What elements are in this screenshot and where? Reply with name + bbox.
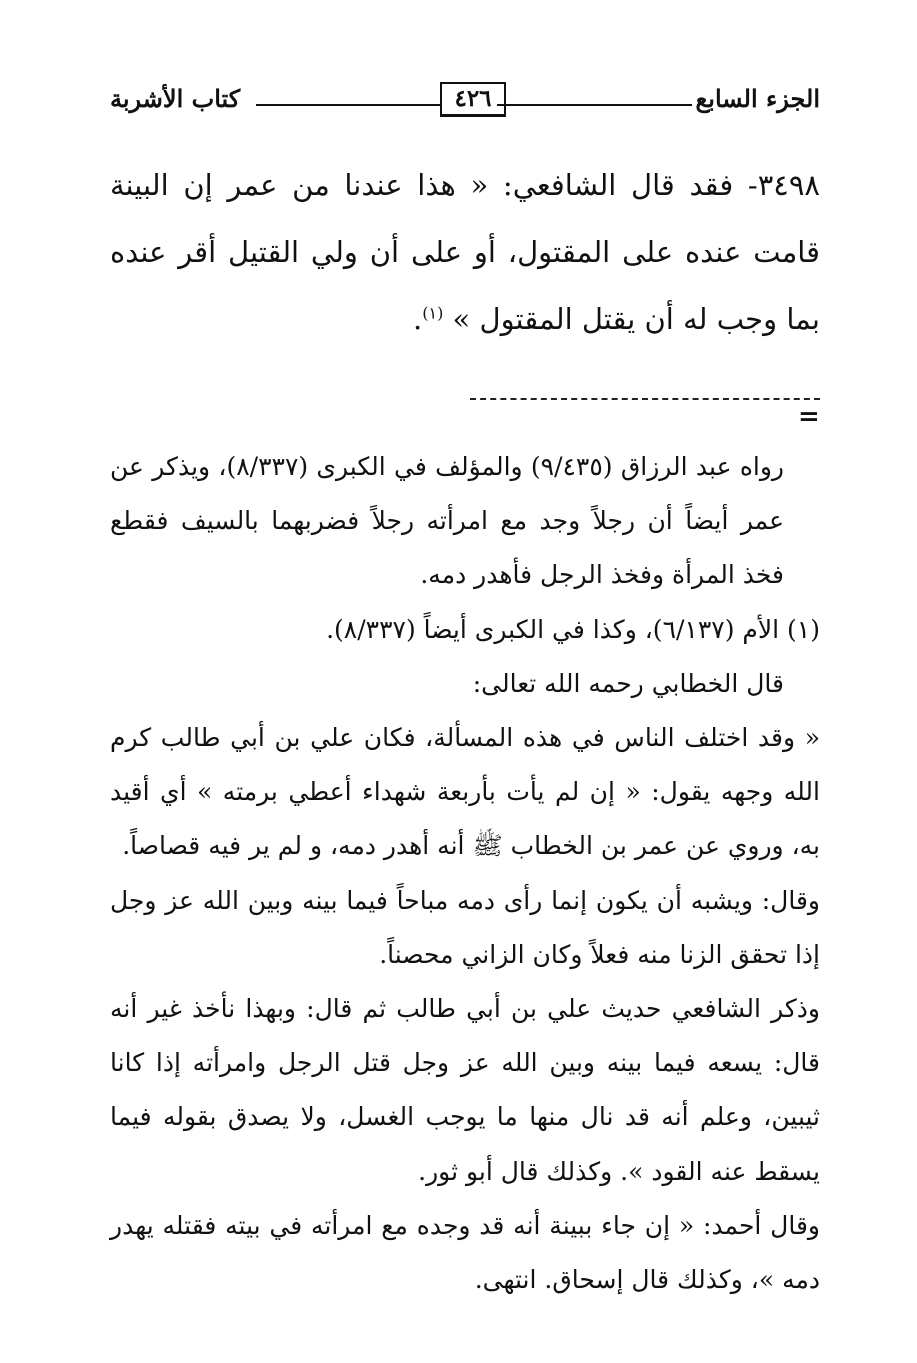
footnote-1: (١) الأم (٦/١٣٧)، وكذا في الكبرى أيضاً (٨/٣٣٧). bbox=[326, 614, 820, 644]
chapter-title: كتاب الأشربة bbox=[110, 84, 241, 113]
volume-title: الجزء السابع bbox=[695, 84, 820, 113]
footnote-continuation: رواه عبد الرزاق (٩/٤٣٥) والمؤلف في الكبرى (٨/٣٣٧)، ويذكر عن عمر أيضاً أن رجلاً وجد مع امرأته رجلاً فضربهما بالسيف فقطع فخذ المرأة وفخذ الرجل فأهدر دمه. bbox=[110, 452, 785, 590]
khattabi-quote-3: وذكر الشافعي حديث علي بن أبي طالب ثم قال: وبهذا نأخذ غير أنه قال: يسعه فيما بينه وبين الله عز وجل قتل الرجل وامرأته إذا كانا ثيبين، وعلم أنه قد نال منها ما يوجب الغسل، ولا يصدق بقوله فيما يسقط عنه القود ». وكذلك قال أبو ثور. bbox=[110, 994, 820, 1186]
footnote-separator bbox=[470, 398, 820, 400]
main-paragraph bbox=[110, 152, 820, 353]
page-number: ٤٢٦ bbox=[440, 82, 506, 117]
khattabi-quote-2: وقال: ويشبه أن يكون إنما رأى دمه مباحاً فيما بينه وبين الله عز وجل إذا تحقق الزنا منه فعلاً وكان الزاني محصناً. bbox=[110, 885, 820, 969]
khattabi-quote-1: « وقد اختلف الناس في هذه المسألة، فكان علي بن أبي طالب كرم الله وجهه يقول: « إن لم يأت بأربعة شهداء أعطي برمته » أي أقيد به، وروي عن عمر بن الخطاب ﷺ أنه أهدر دمه، و لم ير فيه قصاصاً. bbox=[110, 723, 820, 861]
khattabi-intro: قال الخطابي رحمه الله تعالى: bbox=[472, 668, 784, 698]
page-header bbox=[110, 78, 820, 118]
main-paragraph-text: ٣٤٩٨- فقد قال الشافعي: « هذا عندنا من عمر إن البينة قامت عنده على المقتول، أو على أن ولي القتيل أقر عنده بما وجب له أن يقتل المقتول » bbox=[110, 168, 820, 336]
khattabi-quote-4: وقال أحمد: « إن جاء ببينة أنه قد وجده مع امرأته في بيته فقتله يهدر دمه »، وكذلك قال إسحاق. انتهى. bbox=[110, 1210, 820, 1295]
continuation-mark: = bbox=[798, 402, 820, 432]
footnote-reference: (١) bbox=[422, 303, 444, 323]
footnotes bbox=[110, 440, 820, 1307]
main-text bbox=[110, 152, 820, 353]
header-rule-left bbox=[256, 104, 441, 106]
header-rule-right bbox=[497, 104, 692, 106]
main-paragraph-end: . bbox=[413, 302, 423, 336]
